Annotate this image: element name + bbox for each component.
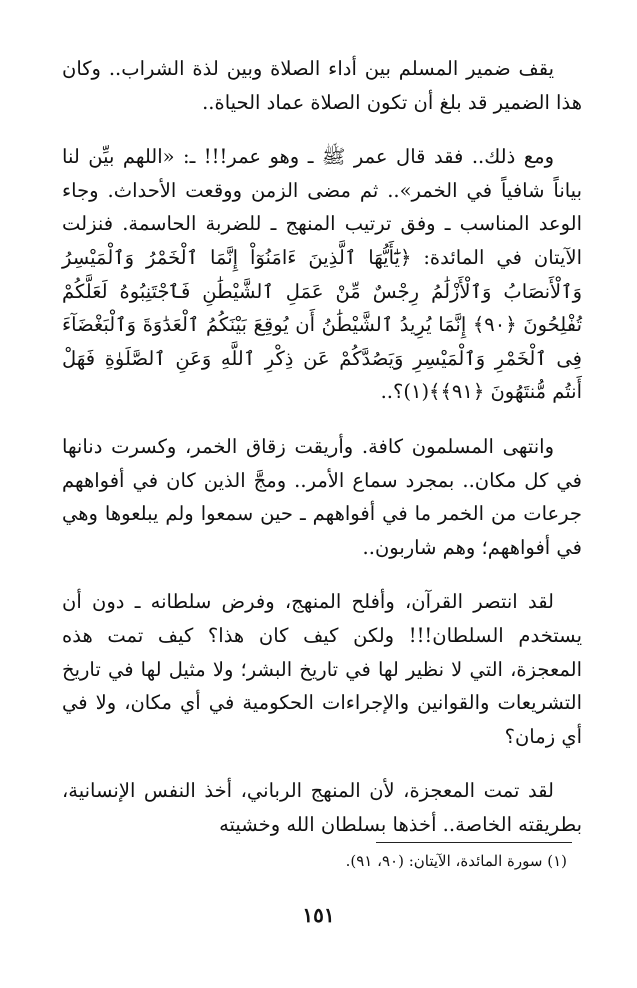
paragraph-1: يقف ضمير المسلم بين أداء الصلاة وبين لذة الشراب.. وكان هذا الضمير قد بلغ أن تكون الصلاة عماد الحياة.. [62, 57, 582, 114]
paragraph-2: ومع ذلك.. فقد قال عمر ﷺ ـ وهو عمر!!! ـ: «اللهم بيِّن لنا بياناً شافياً في الخمر».. ثم مضى الزمن ووقعت الأحداث. وجاء الوعد المناسب ـ وفق ترتيب المنهج ـ للضربة الحاسمة. فنزلت الآيتان في المائدة: ﴿يَٰٓأَيُّهَا ٱلَّذِينَ ءَامَنُوٓاْ إِنَّمَا ٱلْخَمْرُ وَٱلْمَيْسِرُ وَٱلْأَنصَابُ وَٱلْأَزْلَٰمُ رِجْسٌ مِّنْ عَمَلِ ٱلشَّيْطَٰنِ فَٱجْتَنِبُوهُ لَعَلَّكُمْ تُفْلِحُونَ ﴿٩٠﴾ إِنَّمَا يُرِيدُ ٱلشَّيْطَٰنُ أَن يُوقِعَ بَيْنَكُمُ ٱلْعَدَٰوَةَ وَٱلْبَغْضَآءَ فِى ٱلْخَمْرِ وَٱلْمَيْسِرِ وَيَصُدَّكُمْ عَن ذِكْرِ ٱللَّهِ وَعَنِ ٱلصَّلَوٰةِ فَهَلْ أَنتُم مُّنتَهُونَ ﴿٩١﴾﴾(١)؟.. [62, 145, 582, 404]
paragraph-3: وانتهى المسلمون كافة. وأريقت زقاق الخمر، وكسرت دنانها في كل مكان.. بمجرد سماع الأمر.. ومجَّ الذين كان في أفواههم جرعات من الخمر ما في أفواههم ـ حين سمعوا ولم يبلعوها وهي في أفواههم؛ وهم شاربون.. [62, 434, 582, 559]
page-number: ١٥١ [302, 903, 335, 927]
paragraph-5: لقد تمت المعجزة، لأن المنهج الرباني، أخذ النفس الإنسانية، بطريقته الخاصة.. أخذها بسلطان الله وخشيته [62, 779, 582, 836]
footnote: (١) سورة المائدة، الآيتان: (٩٠، ٩١). [345, 852, 567, 870]
main-text [62, 52, 582, 862]
paragraph-4: لقد انتصر القرآن، وأفلح المنهج، وفرض سلطانه ـ دون أن يستخدم السلطان!!! ولكن كيف كان هذا؟ كيف تمت هذه المعجزة، التي لا نظير لها في تاريخ البشر؛ ولا مثيل لها في تاريخ التشريعات والقوانين والإجراءات الحكومية في أي مكان، ولا في أي زمان؟ [62, 590, 582, 748]
footnote-divider [376, 842, 572, 843]
